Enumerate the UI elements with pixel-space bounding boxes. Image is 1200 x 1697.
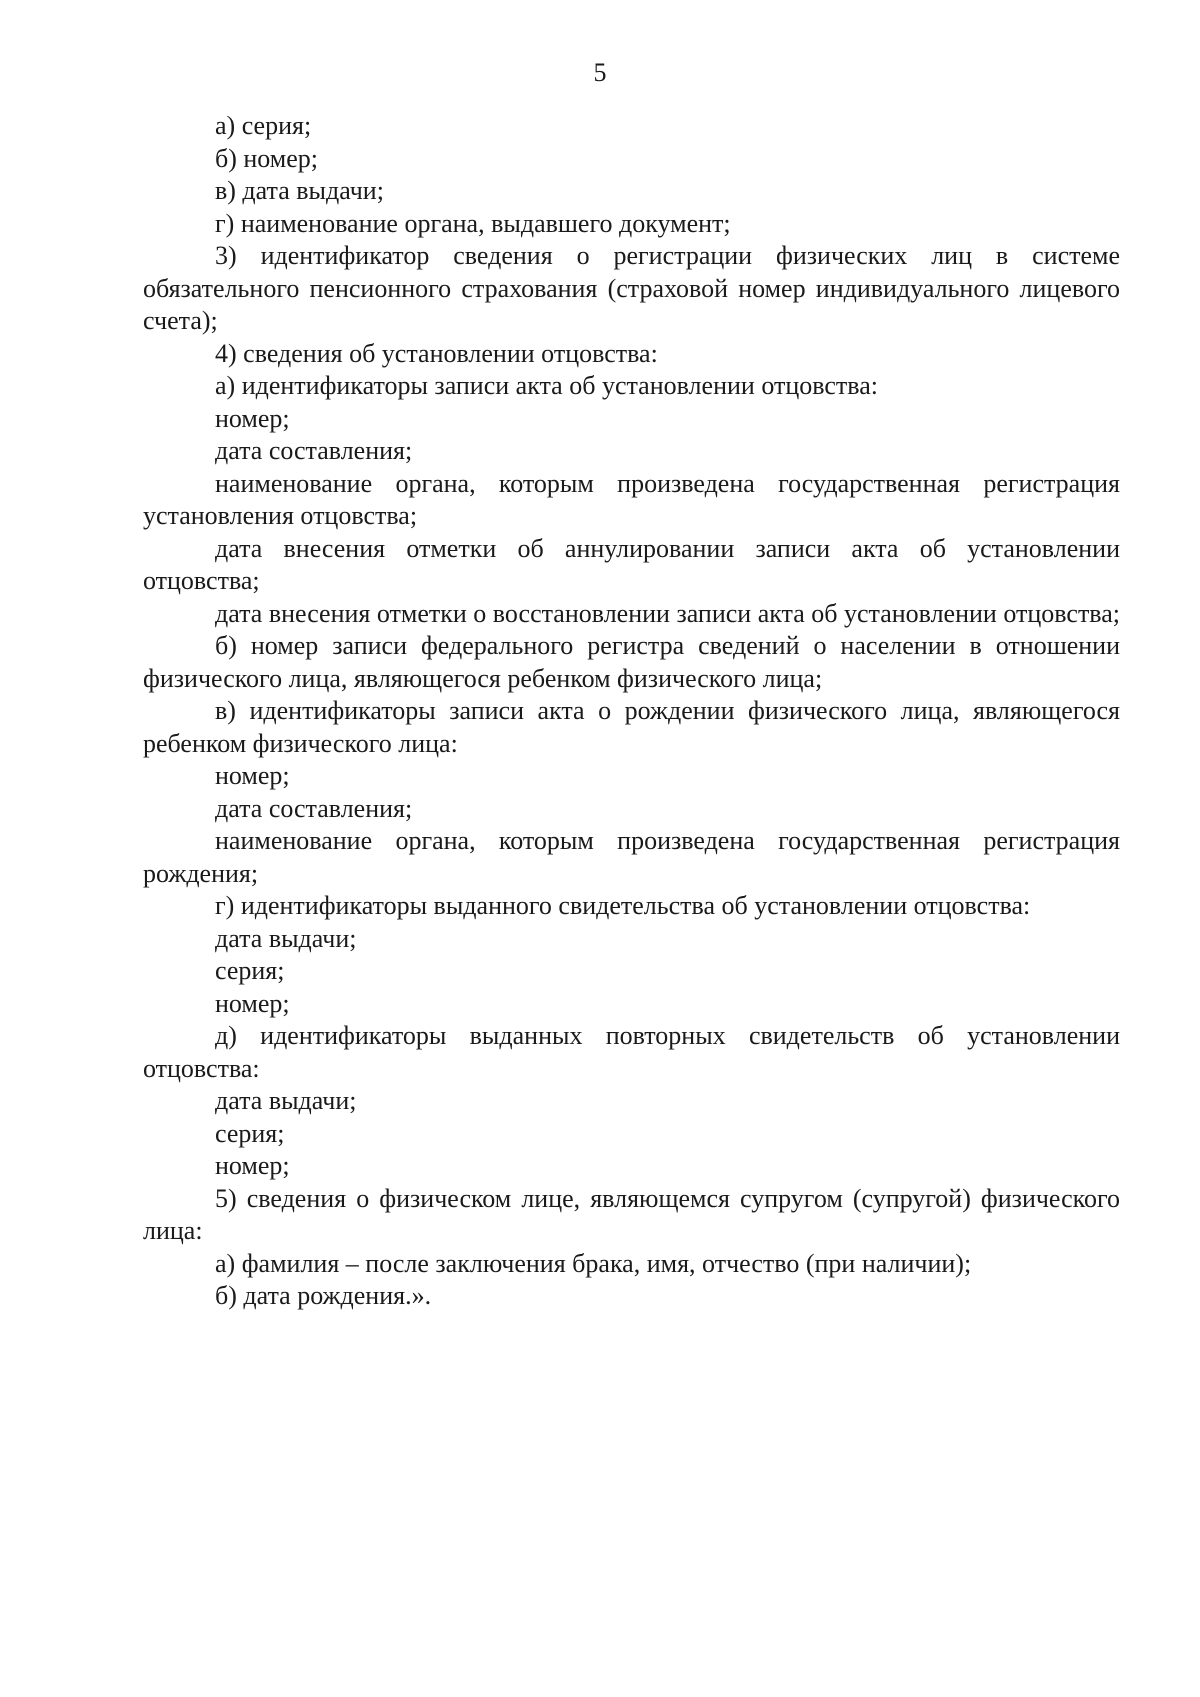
page-number: 5 — [593, 58, 607, 87]
list-item: номер; — [215, 761, 290, 790]
list-item: 3) идентификатор сведения о регистрации физических лиц в системе обязательного пенсионного страхования (страховой номер индивидуального лицевого счета); — [143, 241, 1120, 335]
list-item: б) номер; — [215, 143, 319, 173]
list-item: г) наименование органа, выдавшего документ; — [215, 208, 731, 238]
list-item: наименование органа, которым произведена государственная регистрация рождения; — [143, 826, 1120, 888]
list-item: дата выдачи; — [215, 923, 357, 953]
list-item: в) дата выдачи; — [215, 176, 384, 205]
list-item: дата внесения отметки об аннулировании записи акта об установлении отцовства; — [143, 533, 1120, 595]
list-item: а) фамилия – после заключения брака, имя, отчество (при наличии); — [215, 1248, 972, 1278]
list-item: номер; — [215, 988, 290, 1018]
list-item: дата внесения отметки о восстановлении записи акта об установлении отцовства; — [215, 598, 1120, 628]
list-item: дата выдачи; — [215, 1086, 357, 1115]
list-item: в) идентификаторы записи акта о рождении физического лица, являющегося ребенком физического лица: — [143, 696, 1120, 758]
list-item: наименование органа, которым произведена государственная регистрация установления отцовства; — [143, 468, 1120, 530]
list-item: дата составления; — [215, 793, 413, 823]
list-item: 4) сведения об установлении отцовства: — [215, 338, 658, 368]
list-item: д) идентификаторы выданных повторных свидетельств об установлении отцовства: — [143, 1021, 1120, 1083]
list-item: а) серия; — [215, 111, 312, 140]
list-item: серия; — [215, 956, 285, 985]
list-item: 5) сведения о физическом лице, являющемся супругом (супругой) физического лица: — [143, 1183, 1120, 1245]
list-item: г) идентификаторы выданного свидетельства об установлении отцовства: — [215, 891, 1031, 920]
list-item: б) дата рождения.». — [215, 1281, 432, 1310]
list-item: номер; — [215, 403, 290, 433]
list-item: дата составления; — [215, 436, 413, 465]
document-body — [143, 110, 1120, 1313]
list-item: б) номер записи федерального регистра сведений о населении в отношении физического лица, являющегося ребенком физического лица; — [143, 631, 1120, 693]
list-item: а) идентификаторы записи акта об установлении отцовства: — [215, 371, 878, 400]
list-item: номер; — [215, 1151, 290, 1180]
list-item: серия; — [215, 1118, 285, 1148]
